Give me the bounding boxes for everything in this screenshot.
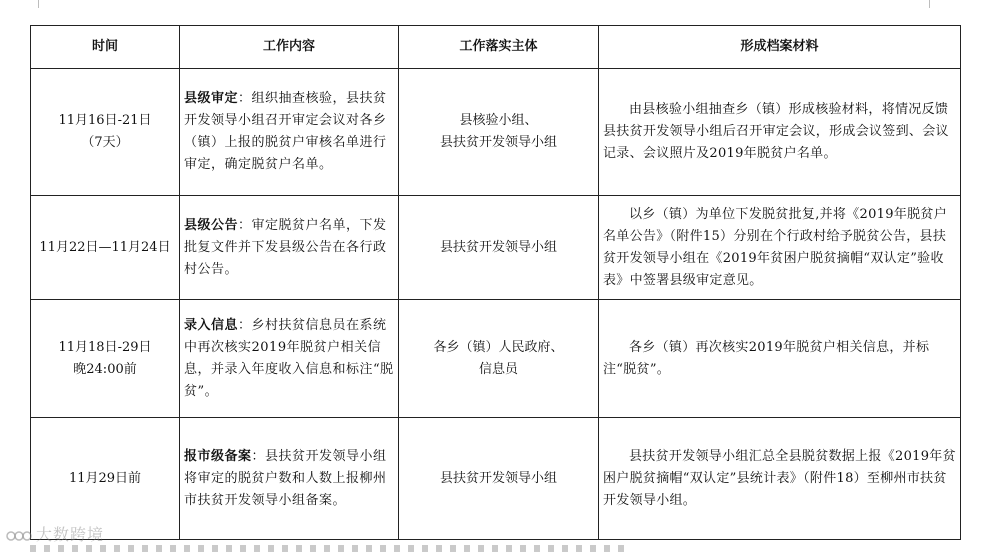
body-line: 县核验小组、: [459, 113, 538, 128]
body-line: 县扶贫开发领导小组: [439, 470, 557, 486]
body-line: 县扶贫开发领导小组: [439, 239, 557, 255]
work-text: ：乡村扶贫信息员在系统中再次核实2019年脱贫户相关信息，并录入年度收入信息和标注“脱贫”。: [184, 317, 394, 399]
table-row: [31, 418, 961, 540]
time-line: 11月22日—11月24日: [39, 239, 171, 255]
work-text: ：审定脱贫户名单，下发批复文件并下发县级公告在各行政村公告。: [184, 217, 387, 277]
logo-icon: [6, 528, 32, 544]
work-cell: [180, 196, 399, 300]
work-text: ：组织抽查核验，县扶贫开发领导小组召开审定会议对各乡（镇）上报的脱贫户审核名单进行审定，确定脱贫户名单。: [184, 91, 387, 172]
time-line: 11月16日-21日: [58, 113, 152, 128]
body-cell: [399, 196, 599, 300]
time-cell: [31, 300, 180, 418]
header-responsible-body: 工作落实主体: [399, 26, 599, 69]
material-cell: 县扶贫开发领导小组汇总全县脱贫数据上报《2019年贫困户脱贫摘帽“双认定”县统计表》（附件18）至柳州市扶贫开发领导小组。: [599, 418, 961, 540]
body-cell: [399, 300, 599, 418]
work-title: 报市级备案: [184, 448, 252, 464]
work-title: 县级审定: [184, 91, 239, 106]
time-line: （7天）: [81, 135, 129, 150]
time-cell: [31, 196, 180, 300]
material-cell: 各乡（镇）再次核实2019年脱贫户相关信息，并标注“脱贫”。: [599, 300, 961, 418]
body-line: 信息员: [478, 361, 518, 377]
header-time: 时间: [31, 26, 180, 69]
header-work-content: 工作内容: [180, 26, 399, 69]
watermark: [6, 522, 104, 545]
table-row: [31, 196, 961, 300]
schedule-table: [30, 25, 961, 540]
time-line: 11月29日前: [68, 470, 142, 486]
table-row: [31, 69, 961, 196]
work-text: ：县扶贫开发领导小组将审定的脱贫户数和人数上报柳州市扶贫开发领导小组备案。: [184, 448, 387, 508]
time-cell: [31, 69, 180, 196]
time-line: 晚24:00前: [73, 361, 137, 377]
work-cell: [180, 300, 399, 418]
material-cell: 以乡（镇）为单位下发脱贫批复,并将《2019年脱贫户名单公告》（附件15）分别在个行政村给予脱贫公告，县扶贫开发领导小组在《2019年贫困户脱贫摘帽“双认定”验收表》中签署县级审定意见。: [599, 196, 961, 300]
work-cell: [180, 69, 399, 196]
work-title: 录入信息: [184, 317, 239, 333]
body-cell: [399, 418, 599, 540]
work-title: 县级公告: [184, 217, 239, 233]
time-line: 11月18日-29日: [58, 339, 152, 355]
watermark-text: 大数跨境: [36, 525, 105, 544]
body-cell: [399, 69, 599, 196]
table-row: [31, 300, 961, 418]
page-edge: [38, 0, 930, 8]
body-line: 各乡（镇）人民政府、: [433, 339, 564, 355]
header-row: [31, 26, 961, 69]
header-archive-materials: 形成档案材料: [599, 26, 961, 69]
body-line: 县扶贫开发领导小组: [439, 135, 557, 150]
material-cell: 由县核验小组抽查乡（镇）形成核验材料，将情况反馈县扶贫开发领导小组后召开审定会议，形成会议签到、会议记录、会议照片及2019年脱贫户名单。: [599, 69, 961, 196]
work-cell: [180, 418, 399, 540]
cut-off-text-line: [30, 545, 630, 552]
